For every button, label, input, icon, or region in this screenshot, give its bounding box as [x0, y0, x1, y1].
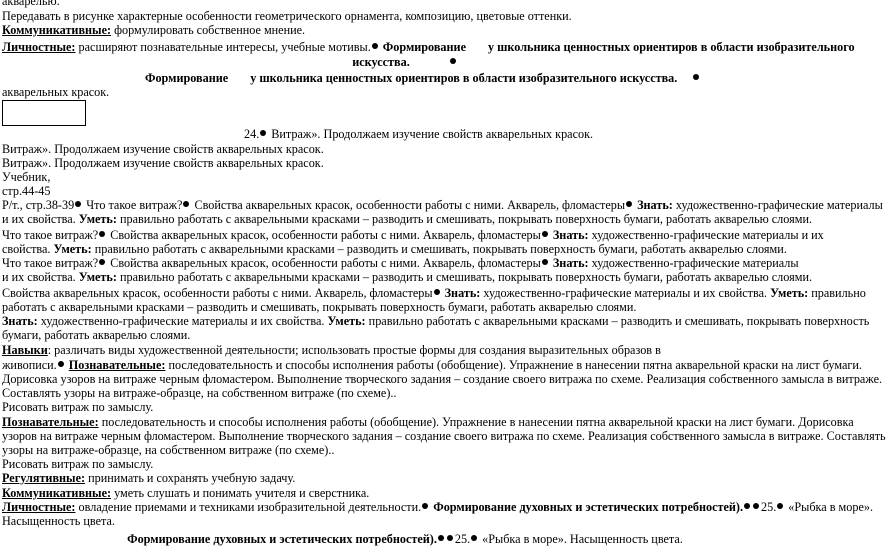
text-line [2, 532, 808, 546]
text-line [2, 156, 808, 170]
bullet-icon [450, 58, 456, 64]
label-know: Знать: [549, 228, 589, 242]
label-personal: Личностные: [2, 40, 76, 54]
text-line [2, 372, 883, 386]
text-line [2, 443, 808, 457]
bullet-icon [372, 43, 378, 49]
text-fragment: Свойства акварельных красок, особенности работы с ними. Акварель, фломастеры [191, 198, 626, 212]
text-line [2, 400, 808, 414]
cognitive-line [2, 415, 854, 429]
bullet-icon [542, 259, 548, 265]
text-fragment: у школьника ценностных ориентиров в области изобразительного искусства. [250, 71, 678, 85]
text-fragment: стр.44-45 [2, 184, 51, 198]
text-fragment: расширяют познавательные интересы, учебные мотивы. [75, 40, 371, 54]
text-fragment: Витраж». Продолжаем изучение свойств акварельных красок. [2, 156, 324, 170]
text-fragment: живописи. [2, 358, 57, 372]
cognitive-line [2, 358, 862, 372]
lesson-title: «Рыбка в море». [785, 500, 874, 514]
text-fragment: Что такое витраж? [86, 198, 183, 212]
text-fragment: уметь слушать и понимать учителя и сверстника. [111, 486, 370, 500]
text-line [2, 198, 883, 212]
text-fragment: акварелью. [2, 0, 60, 8]
text-fragment: Передавать в рисунке характерные особенности геометрического орнамента, композицию, цветовые оттенки. [2, 9, 572, 23]
label-know: Знать: [549, 256, 589, 270]
text-fragment: Насыщенность цвета. [2, 514, 115, 528]
text-line [2, 0, 808, 8]
bullet-icon [447, 535, 453, 541]
label-cognitive: Познавательные: [2, 415, 99, 429]
text-fragment: правильно работать с акварельными красками – разводить и смешивать, покрывать поверхность [365, 314, 870, 328]
text-fragment: искусства. [352, 55, 410, 69]
label-know: Знать: [2, 314, 38, 328]
text-fragment: Формирование [379, 40, 466, 54]
skills-line [2, 343, 808, 357]
text-fragment: и их свойства. [2, 270, 76, 284]
lesson-row [244, 127, 808, 141]
text-fragment: последовательность и способы исполнения работы (обобщение). Упражнение в нанесении пятна акварельной краски на лист бумаги. [165, 358, 862, 372]
personal-line [2, 500, 874, 514]
text-fragment: Формирование духовных и эстетических потребностей). [127, 532, 437, 546]
label-can: Уметь: [324, 314, 366, 328]
text-fragment: узоры на витраже-образце, на собственном витраже (по схеме).. [2, 443, 335, 457]
text-fragment: Р/т., стр.38-39 [2, 198, 75, 212]
text-fragment: правильно работать с акварельными красками – разводить и смешивать, покрывать поверхность бумаги, работать акварелью слоями. [91, 242, 787, 256]
bullet-icon [99, 259, 105, 265]
text-fragment: Рисовать витраж по замыслу. [2, 400, 154, 414]
bullet-icon [58, 361, 64, 367]
bullet-icon [753, 503, 759, 509]
text-fragment: Свойства акварельных красок, особенности работы с ними. Акварель, фломастеры [2, 286, 433, 300]
label-can: Уметь: [50, 242, 92, 256]
text-line [2, 242, 808, 256]
text-fragment: Формирование духовных и эстетических потребностей). [430, 500, 744, 514]
text-fragment: : различать виды художественной деятельности; использовать простые формы для создания выразительных образов в [47, 343, 661, 357]
bullet-icon [626, 201, 632, 207]
bullet-icon [693, 74, 699, 80]
text-line [145, 71, 808, 85]
text-fragment: и их свойства. [2, 212, 76, 226]
label-know: Знать: [634, 198, 673, 212]
text-line [2, 300, 808, 314]
text-fragment: Составлять узоры на витраже-образце, на собственном витраже (по схеме).. [2, 386, 397, 400]
text-fragment: работать с акварельными красками – разводить и смешивать, покрывать поверхность бумаги, работать акварелью слоями. [2, 300, 637, 314]
text-fragment: акварельных красок. [2, 85, 110, 99]
communicative-line [2, 23, 808, 37]
text-fragment: Что такое витраж? [2, 228, 99, 242]
text-line [2, 9, 808, 23]
text-line [2, 457, 808, 471]
text-line [2, 286, 866, 300]
text-fragment: последовательность и способы исполнения работы (обобщение). Упражнение в нанесении пятна акварельной краски на лист бумаги. Дорисовка [98, 415, 854, 429]
label-regulatory: Регулятивные: [2, 471, 86, 485]
text-fragment: Учебник, [2, 170, 51, 184]
text-fragment: бумаги, работать акварелью слоями. [2, 328, 191, 342]
bullet-icon [183, 201, 189, 207]
text-fragment: Свойства акварельных красок, особенности работы с ними. Акварель, фломастеры [107, 256, 541, 270]
text-line [2, 328, 808, 342]
text-line [2, 256, 808, 270]
label-can: Уметь: [75, 270, 117, 284]
regulatory-line [2, 471, 808, 485]
text-fragment: художественно-графические материалы и их свойства. [37, 314, 325, 328]
lesson-number: 24. [244, 127, 260, 141]
label-cognitive: Познавательные: [68, 358, 166, 372]
text-line [2, 184, 808, 198]
text-fragment: художественно-графические материалы и их [588, 228, 824, 242]
text-fragment: принимать и сохранять учебную задачу. [85, 471, 296, 485]
bullet-icon [260, 130, 266, 136]
lesson-number: 25. [454, 532, 471, 546]
text-fragment: свойства. [2, 242, 51, 256]
text-fragment: правильно работать с акварельными красками – разводить и смешивать, покрывать поверхность бумаги, работать акварелью слоями. [116, 212, 813, 226]
bullet-icon [438, 535, 444, 541]
label-skills: Навыки [2, 343, 48, 357]
label-personal: Личностные: [2, 500, 76, 514]
bullet-icon [471, 535, 477, 541]
text-fragment: правильно работать с акварельными красками – разводить и смешивать, покрывать поверхность бумаги, работать акварелью слоями. [116, 270, 813, 284]
text-line [2, 55, 808, 69]
bullet-icon [542, 231, 548, 237]
text-line [2, 270, 813, 284]
label-know: Знать: [441, 286, 481, 300]
text-fragment: правильно [808, 286, 866, 300]
text-fragment: художественно-графические материалы [672, 198, 883, 212]
text-fragment: Что такое витраж? [2, 256, 99, 270]
text-fragment: Рисовать витраж по замыслу. [2, 457, 154, 471]
text-fragment: формулировать собственное мнение. [111, 23, 306, 37]
text-line [2, 386, 808, 400]
text-line [2, 170, 808, 184]
text-line [2, 85, 808, 99]
bullet-icon [777, 503, 783, 509]
lesson-title: «Рыбка в море». Насыщенность цвета. [479, 532, 683, 546]
personal-line [2, 40, 855, 54]
text-line [2, 514, 808, 528]
bullet-icon [422, 503, 428, 509]
label-can: Уметь: [767, 286, 809, 300]
label-communicative: Коммуникативные: [2, 486, 112, 500]
communicative-line [2, 486, 808, 500]
text-fragment: Дорисовка узоров на витраже черным фломастером. Выполнение творческого задания – создание своего витража по схеме. Реализация собственного замысла в витраже. [2, 372, 883, 386]
text-line [2, 228, 824, 242]
text-fragment: художественно-графические материалы [588, 256, 799, 270]
text-line [2, 142, 808, 156]
text-line [2, 314, 870, 328]
text-line [2, 429, 886, 443]
text-fragment: у школьника ценностных ориентиров в области изобразительного [487, 40, 855, 54]
bullet-icon [434, 289, 440, 295]
label-can: Уметь: [75, 212, 117, 226]
bullet-icon [744, 503, 750, 509]
text-fragment: художественно-графические материалы и их свойства. [480, 286, 768, 300]
text-line [2, 212, 813, 226]
text-fragment: овладение приемами и техниками изобразительной деятельности. [75, 500, 422, 514]
bullet-icon [99, 231, 105, 237]
text-fragment: Формирование [145, 71, 229, 85]
empty-cell-box [2, 100, 86, 126]
lesson-title: Витраж». Продолжаем изучение свойств акварельных красок. [268, 127, 594, 141]
label-communicative: Коммуникативные: [2, 23, 112, 37]
text-fragment: узоров на витраже черным фломастером. Выполнение творческого задания – создание своего витража по схеме. Реализация собственного замысла в витраже. Составлять [2, 429, 886, 443]
text-fragment: Витраж». Продолжаем изучение свойств акварельных красок. [2, 142, 324, 156]
lesson-number: 25. [761, 500, 777, 514]
text-fragment: Свойства акварельных красок, особенности работы с ними. Акварель, фломастеры [107, 228, 541, 242]
bullet-icon [75, 201, 81, 207]
